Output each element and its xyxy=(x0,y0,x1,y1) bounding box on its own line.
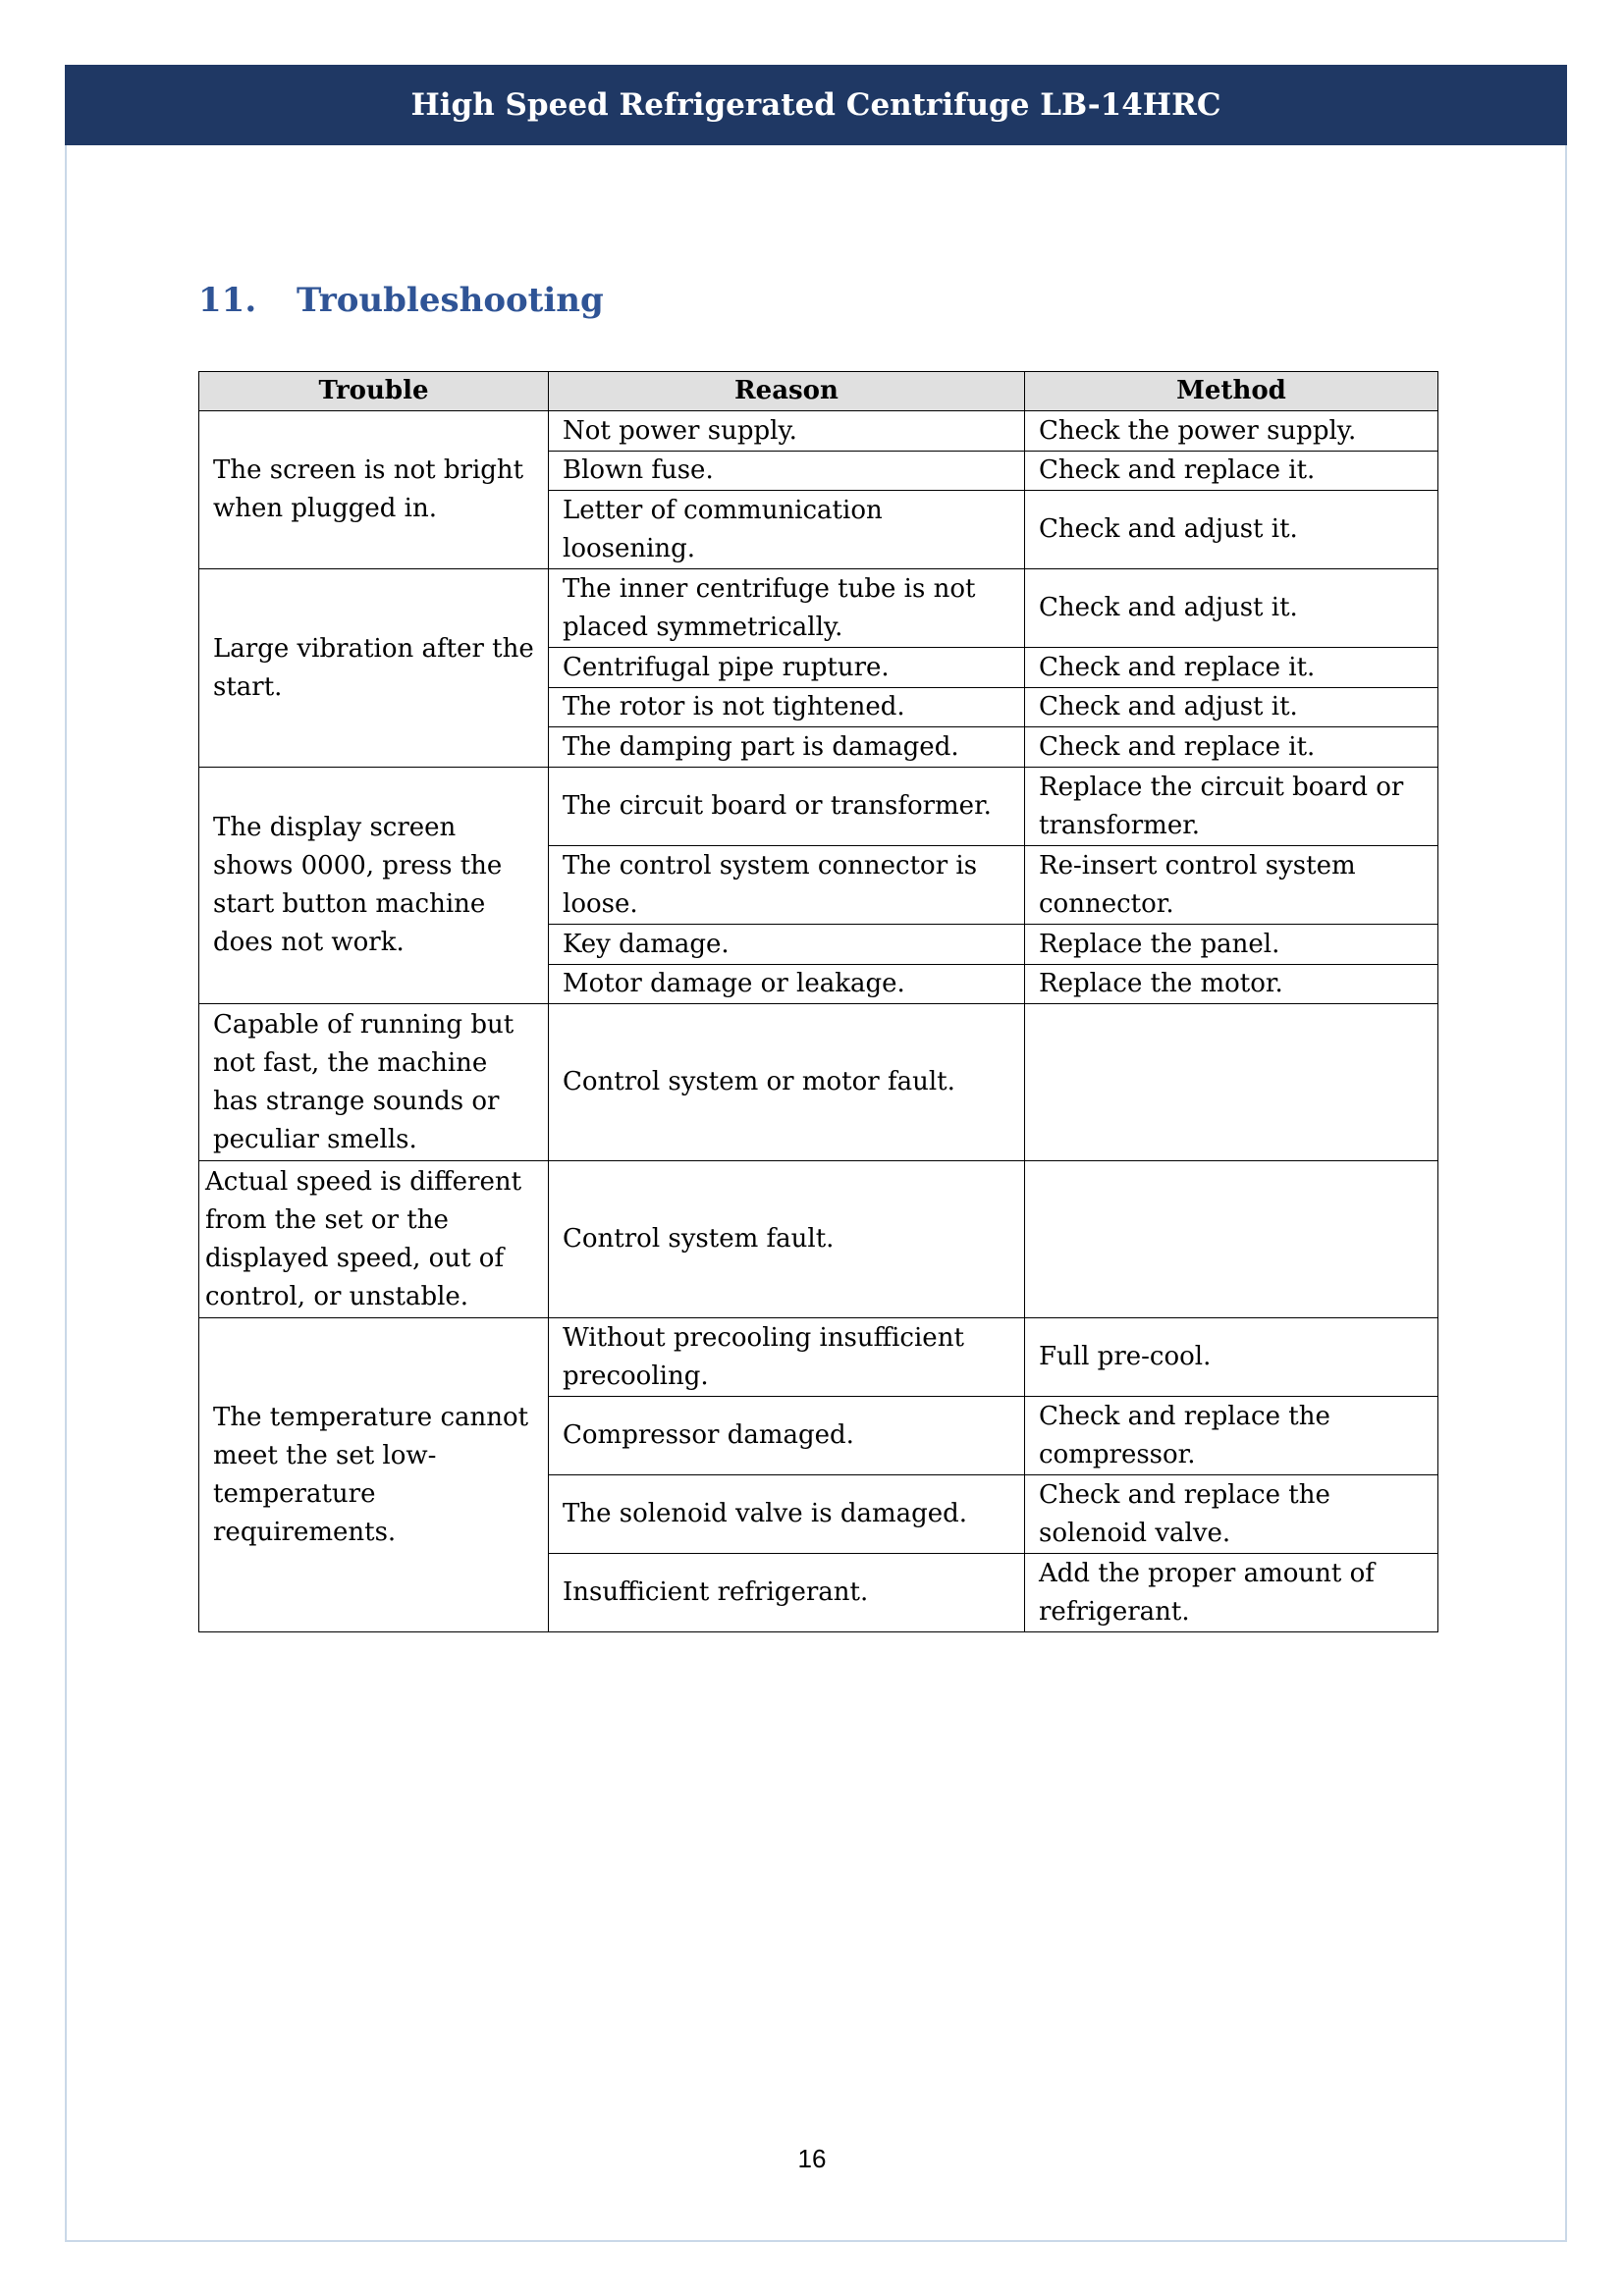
method-cell: Check the power supply. xyxy=(1025,411,1438,452)
section-heading xyxy=(198,281,604,320)
method-cell: Check and adjust it. xyxy=(1025,491,1438,569)
trouble-cell: Large vibration after the start. xyxy=(199,569,549,768)
reason-cell: Compressor damaged. xyxy=(549,1397,1025,1475)
table-header-row xyxy=(199,372,1438,411)
trouble-cell: The screen is not bright when plugged in. xyxy=(199,411,549,569)
method-cell xyxy=(1025,1161,1438,1318)
reason-cell: Key damage. xyxy=(549,925,1025,965)
reason-cell: Control system fault. xyxy=(549,1161,1025,1318)
section-number: 11. xyxy=(198,281,257,320)
table-row xyxy=(199,768,1438,846)
method-cell xyxy=(1025,1004,1438,1161)
column-header-reason: Reason xyxy=(549,372,1025,411)
method-cell: Replace the motor. xyxy=(1025,965,1438,1004)
page-number: 16 xyxy=(797,2144,827,2173)
method-cell: Replace the panel. xyxy=(1025,925,1438,965)
reason-cell: The inner centrifuge tube is not placed symmetrically. xyxy=(549,569,1025,648)
method-cell: Replace the circuit board or transformer. xyxy=(1025,768,1438,846)
reason-cell: The damping part is damaged. xyxy=(549,727,1025,768)
reason-cell: Insufficient refrigerant. xyxy=(549,1554,1025,1632)
reason-cell: The solenoid valve is damaged. xyxy=(549,1475,1025,1554)
reason-cell: Not power supply. xyxy=(549,411,1025,452)
troubleshooting-table xyxy=(198,371,1438,1632)
method-cell: Re-insert control system connector. xyxy=(1025,846,1438,925)
section-title: Troubleshooting xyxy=(297,281,604,320)
method-cell: Check and replace it. xyxy=(1025,452,1438,491)
reason-cell: The rotor is not tightened. xyxy=(549,688,1025,727)
trouble-cell: Actual speed is different from the set or the displayed speed, out of control, or unstable. xyxy=(199,1161,549,1318)
reason-cell: The circuit board or transformer. xyxy=(549,768,1025,846)
method-cell: Check and replace the compressor. xyxy=(1025,1397,1438,1475)
table-row xyxy=(199,1004,1438,1161)
method-cell: Full pre-cool. xyxy=(1025,1318,1438,1397)
column-header-method: Method xyxy=(1025,372,1438,411)
reason-cell: Blown fuse. xyxy=(549,452,1025,491)
reason-cell: Control system or motor fault. xyxy=(549,1004,1025,1161)
trouble-cell: The temperature cannot meet the set low-temperature requirements. xyxy=(199,1318,549,1632)
table-row xyxy=(199,569,1438,648)
method-cell: Check and adjust it. xyxy=(1025,569,1438,648)
document-header xyxy=(65,65,1567,145)
reason-cell: Letter of communication loosening. xyxy=(549,491,1025,569)
method-cell: Check and adjust it. xyxy=(1025,688,1438,727)
column-header-trouble: Trouble xyxy=(199,372,549,411)
reason-cell: Centrifugal pipe rupture. xyxy=(549,648,1025,688)
table-row xyxy=(199,1161,1438,1318)
document-title: High Speed Refrigerated Centrifuge LB-14HRC xyxy=(410,87,1221,123)
table-row xyxy=(199,1318,1438,1397)
trouble-cell: Capable of running but not fast, the machine has strange sounds or peculiar smells. xyxy=(199,1004,549,1161)
reason-cell: Without precooling insufficient precooling. xyxy=(549,1318,1025,1397)
table-row xyxy=(199,411,1438,452)
method-cell: Add the proper amount of refrigerant. xyxy=(1025,1554,1438,1632)
method-cell: Check and replace it. xyxy=(1025,727,1438,768)
method-cell: Check and replace the solenoid valve. xyxy=(1025,1475,1438,1554)
method-cell: Check and replace it. xyxy=(1025,648,1438,688)
reason-cell: The control system connector is loose. xyxy=(549,846,1025,925)
reason-cell: Motor damage or leakage. xyxy=(549,965,1025,1004)
trouble-cell: The display screen shows 0000, press the start button machine does not work. xyxy=(199,768,549,1004)
